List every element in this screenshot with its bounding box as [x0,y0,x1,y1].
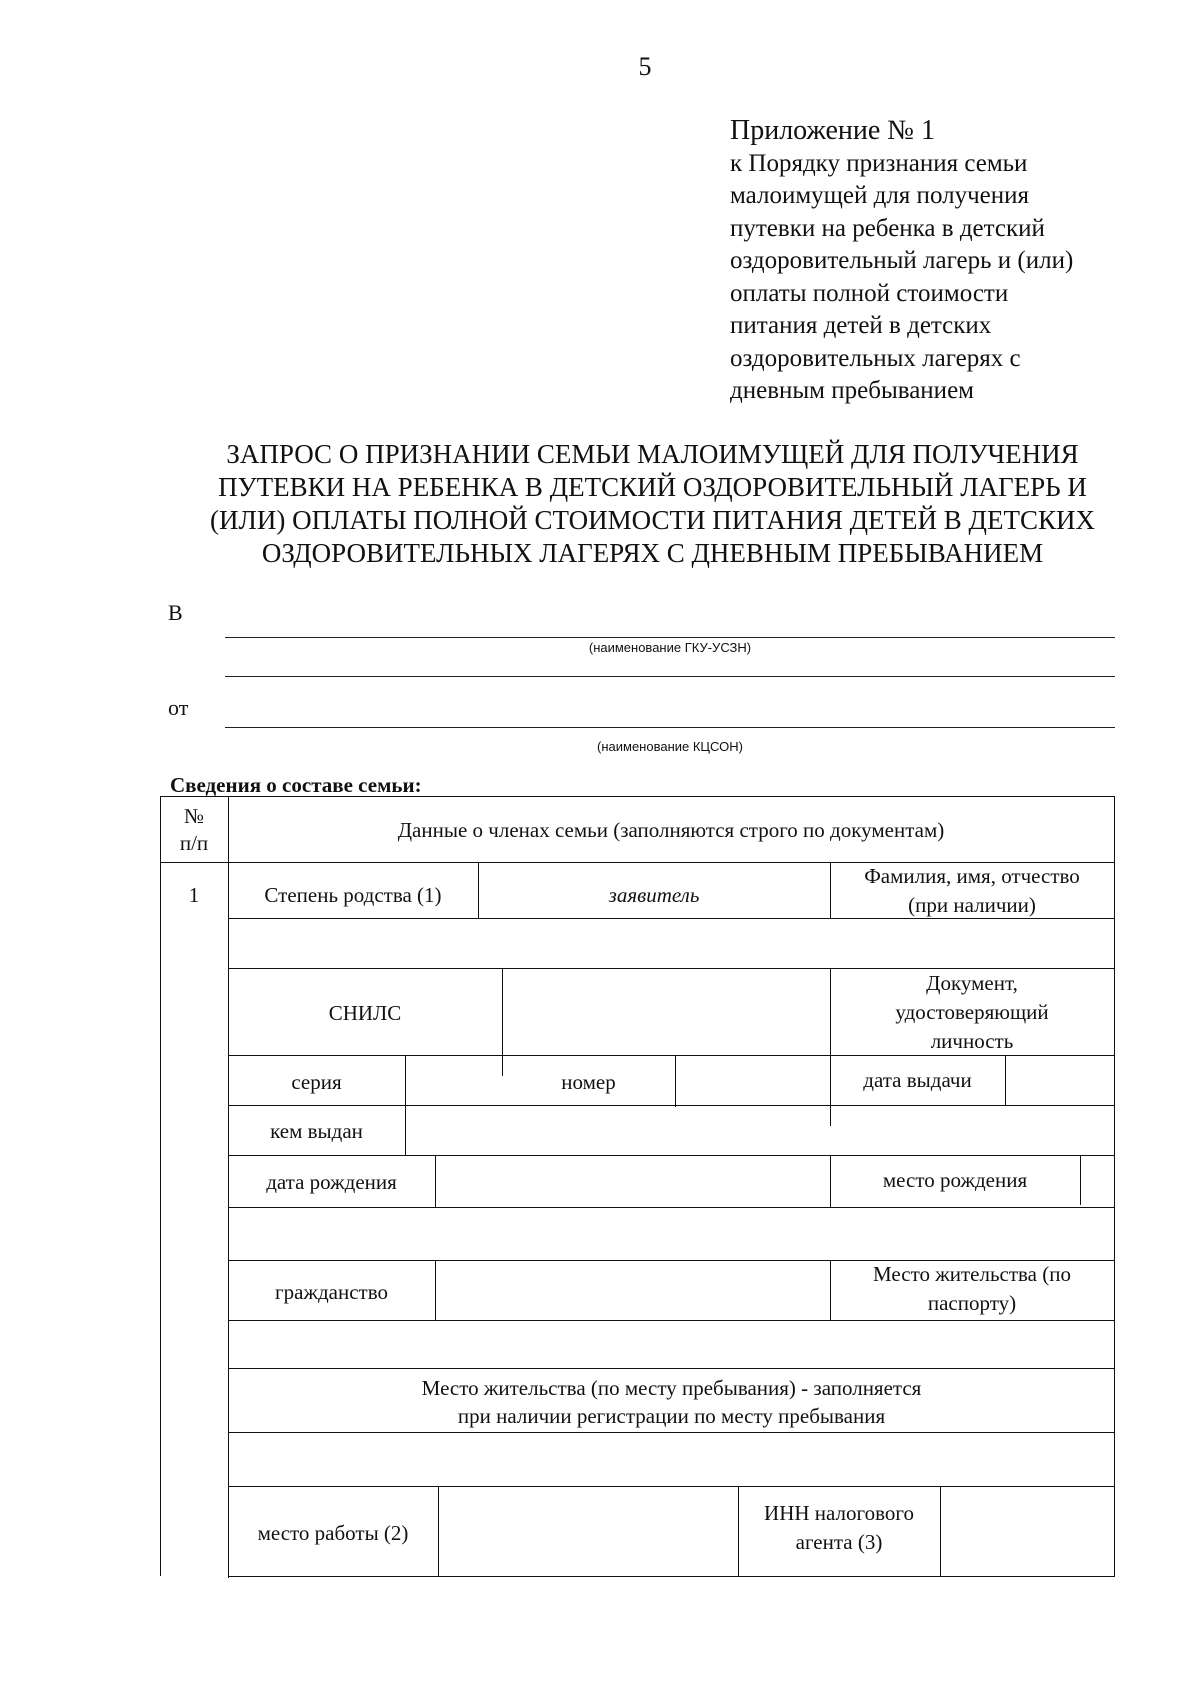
col-number-header: № [183,804,205,828]
row-line [228,1207,1115,1208]
relation-value[interactable]: заявитель [608,883,700,907]
id-doc-label: личность [930,1029,1014,1053]
inn-label: ИНН налогового [764,1501,914,1525]
birth-date-label: дата рождения [266,1170,397,1194]
to-line-2[interactable] [225,676,1115,677]
residence-label: Место жительства (по [873,1262,1071,1286]
cell-divider [675,1055,676,1107]
row-line [228,968,1115,969]
appendix-block [730,115,1170,408]
document-title [160,438,1145,570]
table-border-right [1114,796,1115,1576]
cell-divider [502,968,503,1076]
main-header: Данные о членах семьи (заполняются строго по документам) [397,818,945,842]
table-border-bottom [228,1576,1115,1577]
stay-label: Место жительства (по месту пребывания) - заполняется [421,1376,922,1400]
birth-place-label: место рождения [882,1168,1028,1192]
appendix-line: оздоровительных лагерях с [730,344,1021,372]
row-line [228,1486,1115,1487]
row-line [228,1055,1115,1056]
cell-divider [1080,1155,1081,1205]
id-doc-label: Документ, [926,971,1018,995]
title-line: ОЗДОРОВИТЕЛЬНЫХ ЛАГЕРЯХ С ДНЕВНЫМ ПРЕБЫВАНИЕМ [261,538,1044,568]
stay-label: при наличии регистрации по месту пребывания [457,1404,886,1428]
cell-divider [1005,1055,1006,1105]
cell-divider [405,1105,406,1155]
citizenship-label: гражданство [275,1280,388,1304]
from-line[interactable] [225,727,1115,728]
title-line: ЗАПРОС О ПРИЗНАНИИ СЕМЬИ МАЛОИМУЩЕЙ ДЛЯ ПОЛУЧЕНИЯ [226,439,1079,469]
row-number: 1 [188,883,200,907]
inn-label: агента (3) [795,1530,883,1554]
id-doc-label: удостоверяющий [895,1000,1049,1024]
work-label: место работы (2) [257,1521,409,1545]
row-line [228,918,1115,919]
row-line [228,1368,1115,1369]
appendix-line: оплаты полной стоимости [730,279,1009,307]
title-line: ПУТЕВКИ НА РЕБЕНКА В ДЕТСКИЙ ОЗДОРОВИТЕЛЬНЫЙ ЛАГЕРЬ И [218,472,1087,502]
snils-label: СНИЛС [328,1001,402,1025]
issue-date-label: дата выдачи [863,1068,972,1092]
cell-divider [405,1055,406,1107]
number-label: номер [561,1070,616,1094]
section-heading: Сведения о составе семьи: [170,773,422,797]
cell-divider [435,1155,436,1207]
appendix-title: Приложение № 1 [730,115,935,146]
cell-divider [940,1486,941,1576]
from-caption: (наименование КЦСОН) [597,739,743,754]
table-border-left [160,796,161,1576]
relation-label: Степень родства (1) [264,883,442,907]
to-caption: (наименование ГКУ-УСЗН) [588,640,752,655]
title-line: (ИЛИ) ОПЛАТЫ ПОЛНОЙ СТОИМОСТИ ПИТАНИЯ ДЕТЕЙ В ДЕТСКИХ [210,505,1095,535]
fio-label: Фамилия, имя, отчество [864,864,1080,888]
appendix-line: к Порядку признания семьи [730,149,1028,177]
fio-label: (при наличии) [908,893,1036,917]
table-border-top [160,796,1115,797]
appendix-line: питания детей в детских [730,312,992,339]
row-line [228,1432,1115,1433]
col-number-header: п/п [179,831,209,855]
to-line[interactable] [225,637,1115,638]
appendix-line: оздоровительный лагерь и (или) [730,247,1074,274]
series-label: серия [291,1070,342,1094]
appendix-line: малоимущей для получения [730,182,1030,209]
residence-label: паспорту) [927,1291,1017,1315]
appendix-line: путевки на ребенка в детский [730,214,1045,242]
row-line [228,1155,1115,1156]
row-line [228,1320,1115,1321]
cell-divider [435,1260,436,1320]
row-line [228,1105,1115,1106]
from-label: от [168,695,189,720]
appendix-line: дневным пребыванием [730,377,974,404]
issued-by-label: кем выдан [270,1119,363,1143]
page-number: 5 [638,52,652,81]
to-label: В [168,600,183,625]
cell-divider [438,1486,439,1576]
